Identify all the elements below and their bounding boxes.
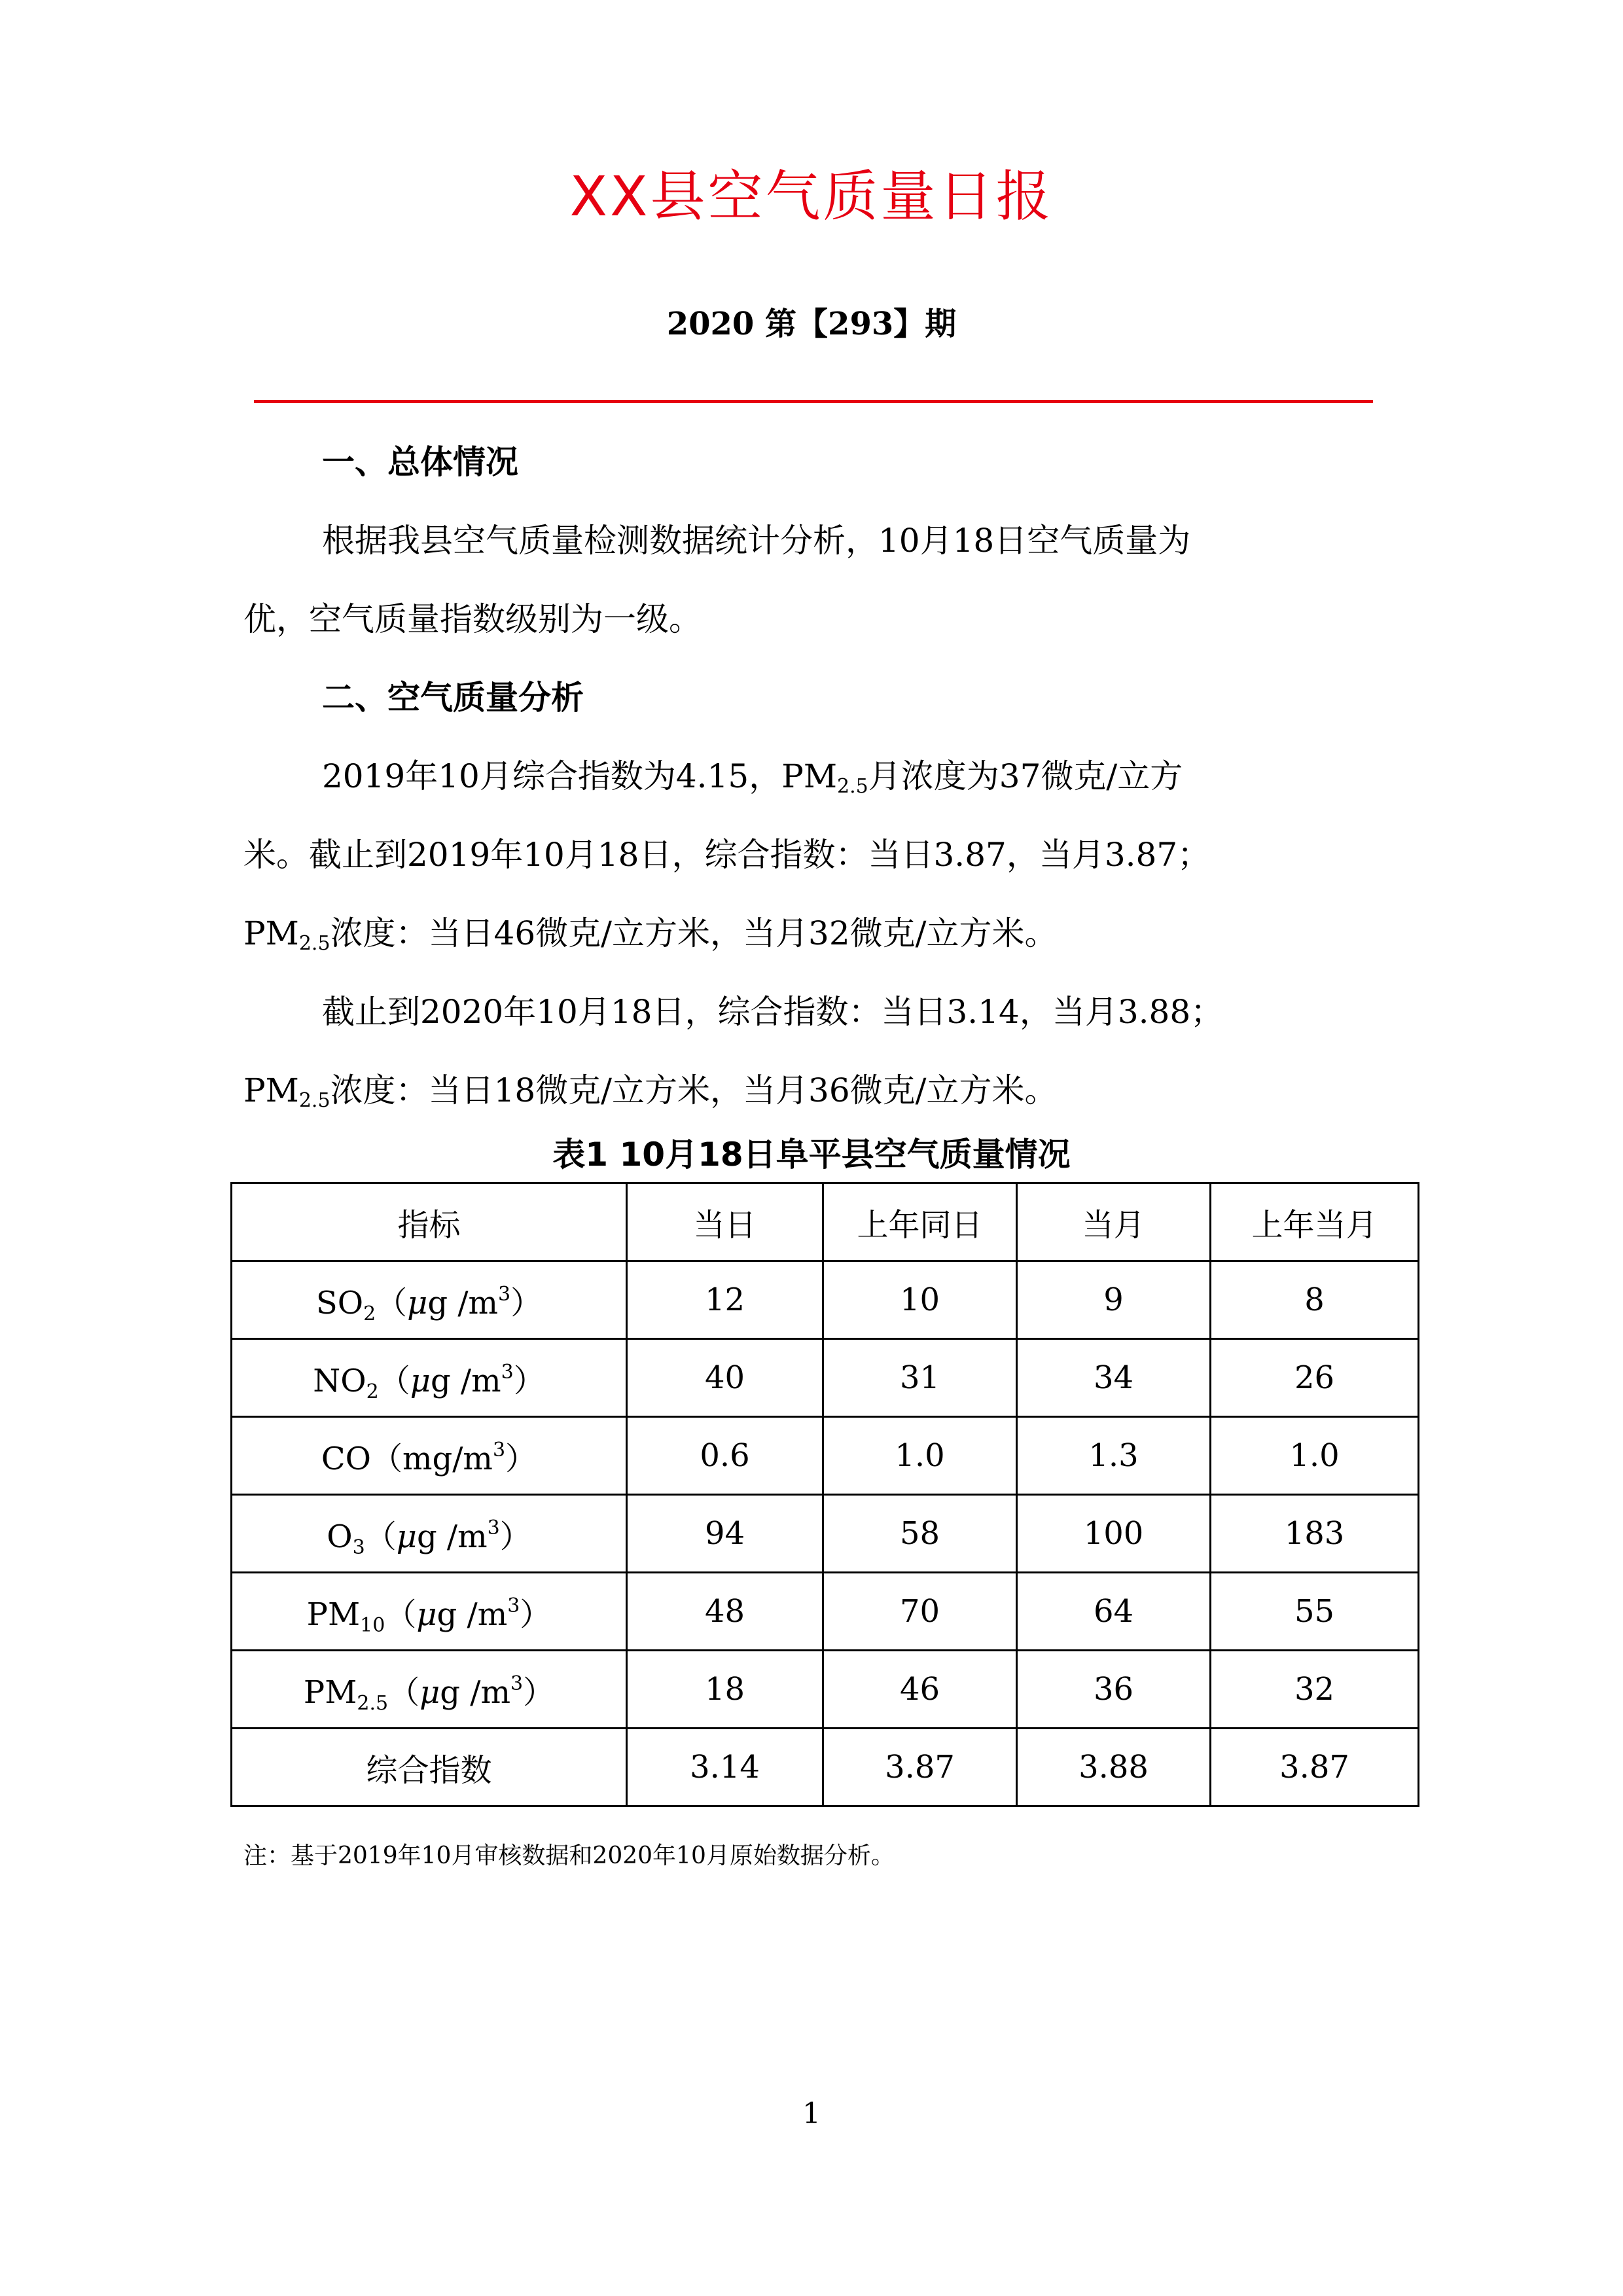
- unit-mu: μ: [410, 1362, 431, 1399]
- value-cell: 40: [627, 1339, 823, 1417]
- value-cell: 36: [1017, 1651, 1211, 1729]
- pollutant-name: PM: [303, 1674, 357, 1711]
- value-cell: 100: [1017, 1495, 1211, 1573]
- unit-paren: ）: [513, 1362, 545, 1399]
- unit-mu: μ: [407, 1284, 428, 1321]
- pollutant-subscript: 2.5: [357, 1691, 389, 1715]
- value-cell: 3.14: [627, 1729, 823, 1806]
- unit-paren: （: [371, 1440, 403, 1477]
- report-title: XX县空气质量日报: [569, 164, 1054, 228]
- unit-superscript: 3: [492, 1438, 506, 1462]
- value-cell: 55: [1211, 1573, 1419, 1651]
- unit-paren: ）: [523, 1674, 555, 1711]
- value-cell: 58: [823, 1495, 1017, 1573]
- indicator-cell: [232, 1261, 627, 1339]
- section2-para1-line-3: [243, 907, 1058, 960]
- section2-para1-line-2: 米。截止到2019年10月18日，综合指数：当日3.87，当月3.87；: [243, 836, 1211, 874]
- header-this-month: 当月: [1017, 1183, 1211, 1261]
- section1-line-1: 根据我县空气质量检测数据统计分析，10月18日空气质量为: [322, 522, 1191, 560]
- value-cell: 10: [823, 1261, 1017, 1339]
- unit-superscript: 3: [510, 1672, 524, 1695]
- indicator-cell: [232, 1495, 627, 1573]
- unit-paren: （: [388, 1674, 420, 1711]
- table-caption: 表1 10月18日阜平县空气质量情况: [552, 1136, 1071, 1174]
- unit-text: g /m: [427, 1284, 499, 1321]
- indicator-cell: [232, 1573, 627, 1651]
- value-cell: 70: [823, 1573, 1017, 1651]
- text-run: 2019年10月综合指数为4.15，PM: [322, 757, 838, 795]
- table-note: 注：基于2019年10月审核数据和2020年10月原始数据分析。: [243, 1842, 895, 1869]
- value-cell: 48: [627, 1573, 823, 1651]
- pollutant-name: CO: [321, 1440, 371, 1477]
- indicator-cell: [232, 1651, 627, 1729]
- unit-paren: （: [365, 1518, 397, 1555]
- value-cell: 3.87: [823, 1729, 1017, 1806]
- section2-heading: 二、空气质量分析: [322, 679, 584, 717]
- header-today: 当日: [627, 1183, 823, 1261]
- value-cell: 183: [1211, 1495, 1419, 1573]
- unit-superscript: 3: [501, 1360, 514, 1384]
- unit-superscript: 3: [507, 1594, 520, 1617]
- pollutant-subscript: 2: [363, 1302, 376, 1325]
- value-cell: 1.3: [1017, 1417, 1211, 1495]
- unit-text: g /m: [416, 1518, 488, 1555]
- pollutant-name: O: [327, 1518, 353, 1555]
- unit-superscript: 3: [487, 1516, 500, 1539]
- value-cell: 94: [627, 1495, 823, 1573]
- unit-paren: ）: [520, 1596, 552, 1633]
- unit-mu: μ: [416, 1596, 437, 1633]
- text-run: PM: [243, 914, 299, 952]
- header-last-year-same-day: 上年同日: [823, 1183, 1017, 1261]
- table-row: [232, 1417, 1419, 1495]
- subscript: 2.5: [837, 775, 868, 798]
- value-cell: 64: [1017, 1573, 1211, 1651]
- value-cell: 1.0: [823, 1417, 1017, 1495]
- unit-paren: （: [385, 1596, 417, 1633]
- pollutant-name: NO: [313, 1362, 366, 1399]
- value-cell: 18: [627, 1651, 823, 1729]
- unit-mu: μ: [396, 1518, 417, 1555]
- unit-superscript: 3: [498, 1282, 511, 1306]
- text-run: 月浓度为37微克/立方: [868, 757, 1183, 795]
- unit-text: g /m: [437, 1596, 508, 1633]
- value-cell: 34: [1017, 1339, 1211, 1417]
- section2-para2-line-2: [243, 1064, 1058, 1117]
- unit-paren: ）: [505, 1440, 537, 1477]
- table-row: [232, 1651, 1419, 1729]
- unit-paren: （: [378, 1362, 410, 1399]
- text-run: PM: [243, 1071, 299, 1109]
- text-run: 浓度：当日18微克/立方米，当月36微克/立方米。: [330, 1071, 1058, 1109]
- section2-para2-line-1: 截止到2020年10月18日，综合指数：当日3.14，当月3.88；: [322, 993, 1224, 1031]
- indicator-cell: 综合指数: [232, 1729, 627, 1806]
- pollutant-name: PM: [306, 1596, 361, 1633]
- table-row: [232, 1261, 1419, 1339]
- pollutant-subscript: 2: [366, 1380, 379, 1403]
- header-last-year-same-month: 上年当月: [1211, 1183, 1419, 1261]
- section1-line-2: 优，空气质量指数级别为一级。: [243, 600, 702, 638]
- text-run: 浓度：当日46微克/立方米，当月32微克/立方米。: [330, 914, 1058, 952]
- header-divider: [254, 400, 1373, 403]
- indicator-cell: [232, 1339, 627, 1417]
- section1-heading: 一、总体情况: [322, 443, 518, 481]
- value-cell: 26: [1211, 1339, 1419, 1417]
- unit-text: g /m: [430, 1362, 501, 1399]
- value-cell: 31: [823, 1339, 1017, 1417]
- pollutant-name: SO: [315, 1284, 364, 1321]
- unit-mu: μ: [419, 1674, 440, 1711]
- pollutant-subscript: 10: [360, 1613, 385, 1637]
- value-cell: 46: [823, 1651, 1017, 1729]
- value-cell: 12: [627, 1261, 823, 1339]
- unit-paren: （: [376, 1284, 408, 1321]
- table-row-composite-index: [232, 1729, 1419, 1806]
- value-cell: 32: [1211, 1651, 1419, 1729]
- unit-text: g /m: [440, 1674, 510, 1711]
- value-cell: 8: [1211, 1261, 1419, 1339]
- value-cell: 3.88: [1017, 1729, 1211, 1806]
- header-indicator: 指标: [232, 1183, 627, 1261]
- table-row: [232, 1339, 1419, 1417]
- value-cell: 0.6: [627, 1417, 823, 1495]
- unit-text: mg/m: [402, 1440, 493, 1477]
- table-header-row: [232, 1183, 1419, 1261]
- air-quality-table: [230, 1182, 1419, 1807]
- issue-number: 2020 第【293】期: [666, 306, 957, 342]
- subscript: 2.5: [298, 932, 330, 955]
- table-row: [232, 1495, 1419, 1573]
- indicator-cell: [232, 1417, 627, 1495]
- value-cell: 3.87: [1211, 1729, 1419, 1806]
- value-cell: 9: [1017, 1261, 1211, 1339]
- subscript: 2.5: [298, 1089, 330, 1112]
- section2-para1-line-1: [322, 750, 1183, 802]
- page-number: 1: [802, 2097, 821, 2130]
- table-row: [232, 1573, 1419, 1651]
- value-cell: 1.0: [1211, 1417, 1419, 1495]
- unit-paren: ）: [510, 1284, 543, 1321]
- unit-paren: ）: [499, 1518, 531, 1555]
- pollutant-subscript: 3: [352, 1535, 365, 1559]
